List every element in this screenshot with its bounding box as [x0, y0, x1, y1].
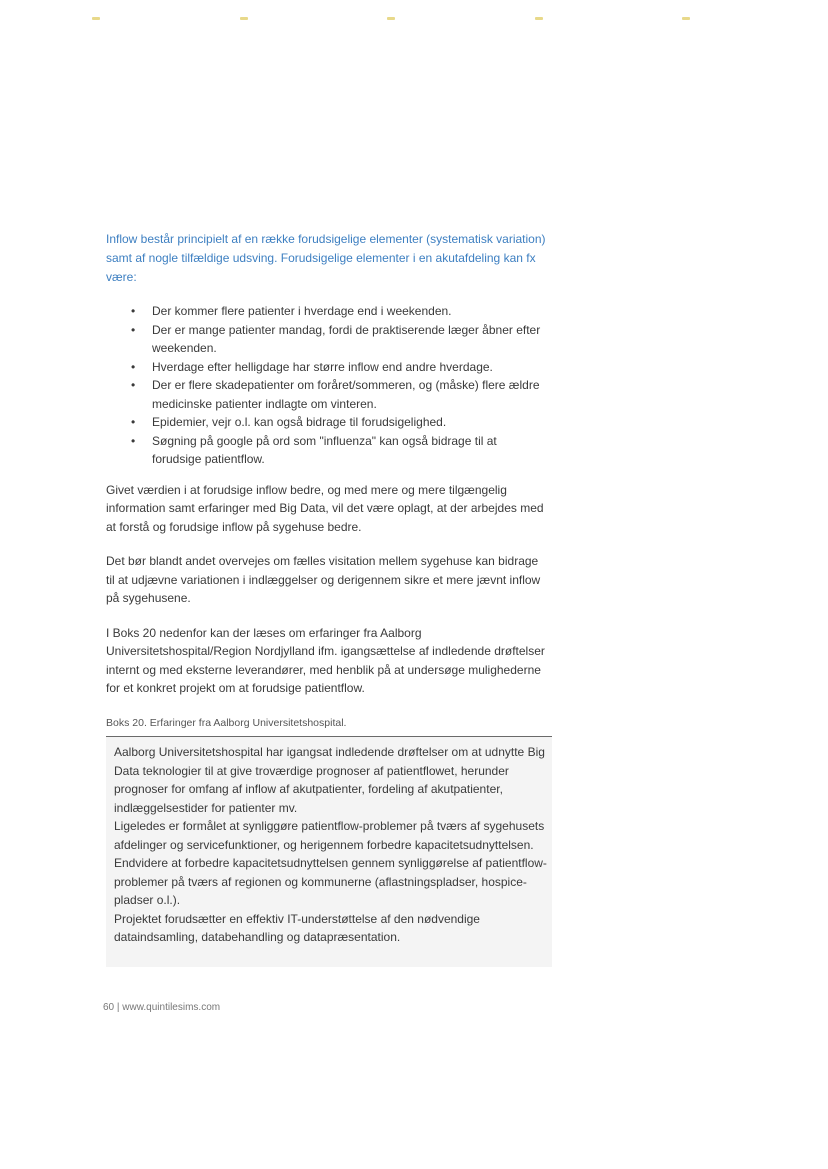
- page-footer: 60 | www.quintilesims.com: [103, 1002, 221, 1013]
- paragraph-boks-intro: I Boks 20 nedenfor kan der læses om erfaringer fra Aalborg Universitetshospital/Region Nordjylland ifm. igangsættelse af indledende drøftelser internt og med eksterne leverandører, med henblik på at undersøge mulighederne for et konkret projekt om at forudsige patientflow.: [106, 625, 545, 695]
- scan-mark: [387, 17, 395, 20]
- list-item: • Der kommer flere patienter i hverdage end i weekenden.: [106, 302, 546, 321]
- bullet-icon: •: [131, 359, 136, 374]
- paragraph-visitation: Det bør blandt andet overvejes om fælles visitation mellem sygehuse kan bidrage til at udjævne variationen i indlæggelser og derigennem sikre et mere jævnt inflow på sygehusene.: [106, 554, 541, 605]
- bullet-icon: •: [131, 322, 136, 337]
- main-content: [106, 230, 546, 734]
- list-item: • Hverdage efter helligdage har større inflow end andre hverdage.: [106, 358, 546, 377]
- paragraph-big-data: Givet værdien i at forudsige inflow bedre, og med mere og mere tilgængelig information samt erfaringer med Big Data, vil det være oplagt, at der arbejdes med at forstå og forudsige inflow på sygehuse bedre.: [106, 482, 544, 534]
- bullet-icon: •: [131, 304, 136, 318]
- box-paragraph: Ligeledes er formålet at synliggøre patientflow-problemer på tværs af sygehusets afdelinger og servicefunktioner, og herigennem forbedre kapacitetsudnyttelsen. Endvidere at forbedre kapacitetsudnyttelsen gennem synliggørelse af patientflow-problemer på tværs af regionen og kommunerne (aflastningspladser, hospice-pladser o.l.).: [114, 819, 547, 907]
- scan-mark: [535, 17, 543, 20]
- scan-mark: [92, 17, 100, 20]
- bullet-icon: •: [131, 415, 136, 429]
- bullet-icon: •: [131, 378, 136, 392]
- info-box: [106, 736, 552, 967]
- box-paragraph: Projektet forudsætter en effektiv IT-understøttelse af den nødvendige dataindsamling, databehandling og datapræsentation.: [114, 911, 480, 944]
- scan-mark: [682, 17, 690, 20]
- intro-paragraph: Inflow består principielt af en række forudsigelige elementer (systematisk variation) samt af nogle tilfældige udsving. Forudsigelige elementer i en akutafdeling kan fx være:: [106, 232, 546, 284]
- box-caption: Boks 20. Erfaringer fra Aalborg Universitetshospital.: [106, 716, 347, 729]
- bullet-icon: •: [131, 433, 136, 448]
- bullet-list: [106, 302, 546, 469]
- box-paragraph: Aalborg Universitetshospital har igangsat indledende drøftelser om at udnytte Big Data teknologier til at give troværdige prognoser af patientflowet, herunder prognoser for omfang af inflow af akutpatienter, fordeling af akutpatienter, indlæggelsestider for patienter mv.: [114, 745, 545, 815]
- list-item: • Epidemier, vejr o.l. kan også bidrage til forudsigelighed.: [106, 413, 546, 432]
- list-item: • Der er flere skadepatienter om foråret/sommeren, og (måske) flere ældre medicinske patienter indlagte om vinteren.: [131, 378, 540, 411]
- list-item: • Der er mange patienter mandag, fordi de praktiserende læger åbner efter weekenden.: [131, 322, 541, 355]
- scan-mark: [240, 17, 248, 20]
- list-item: • Søgning på google på ord som "influenza" kan også bidrage til at forudsige patientflow.: [131, 433, 497, 466]
